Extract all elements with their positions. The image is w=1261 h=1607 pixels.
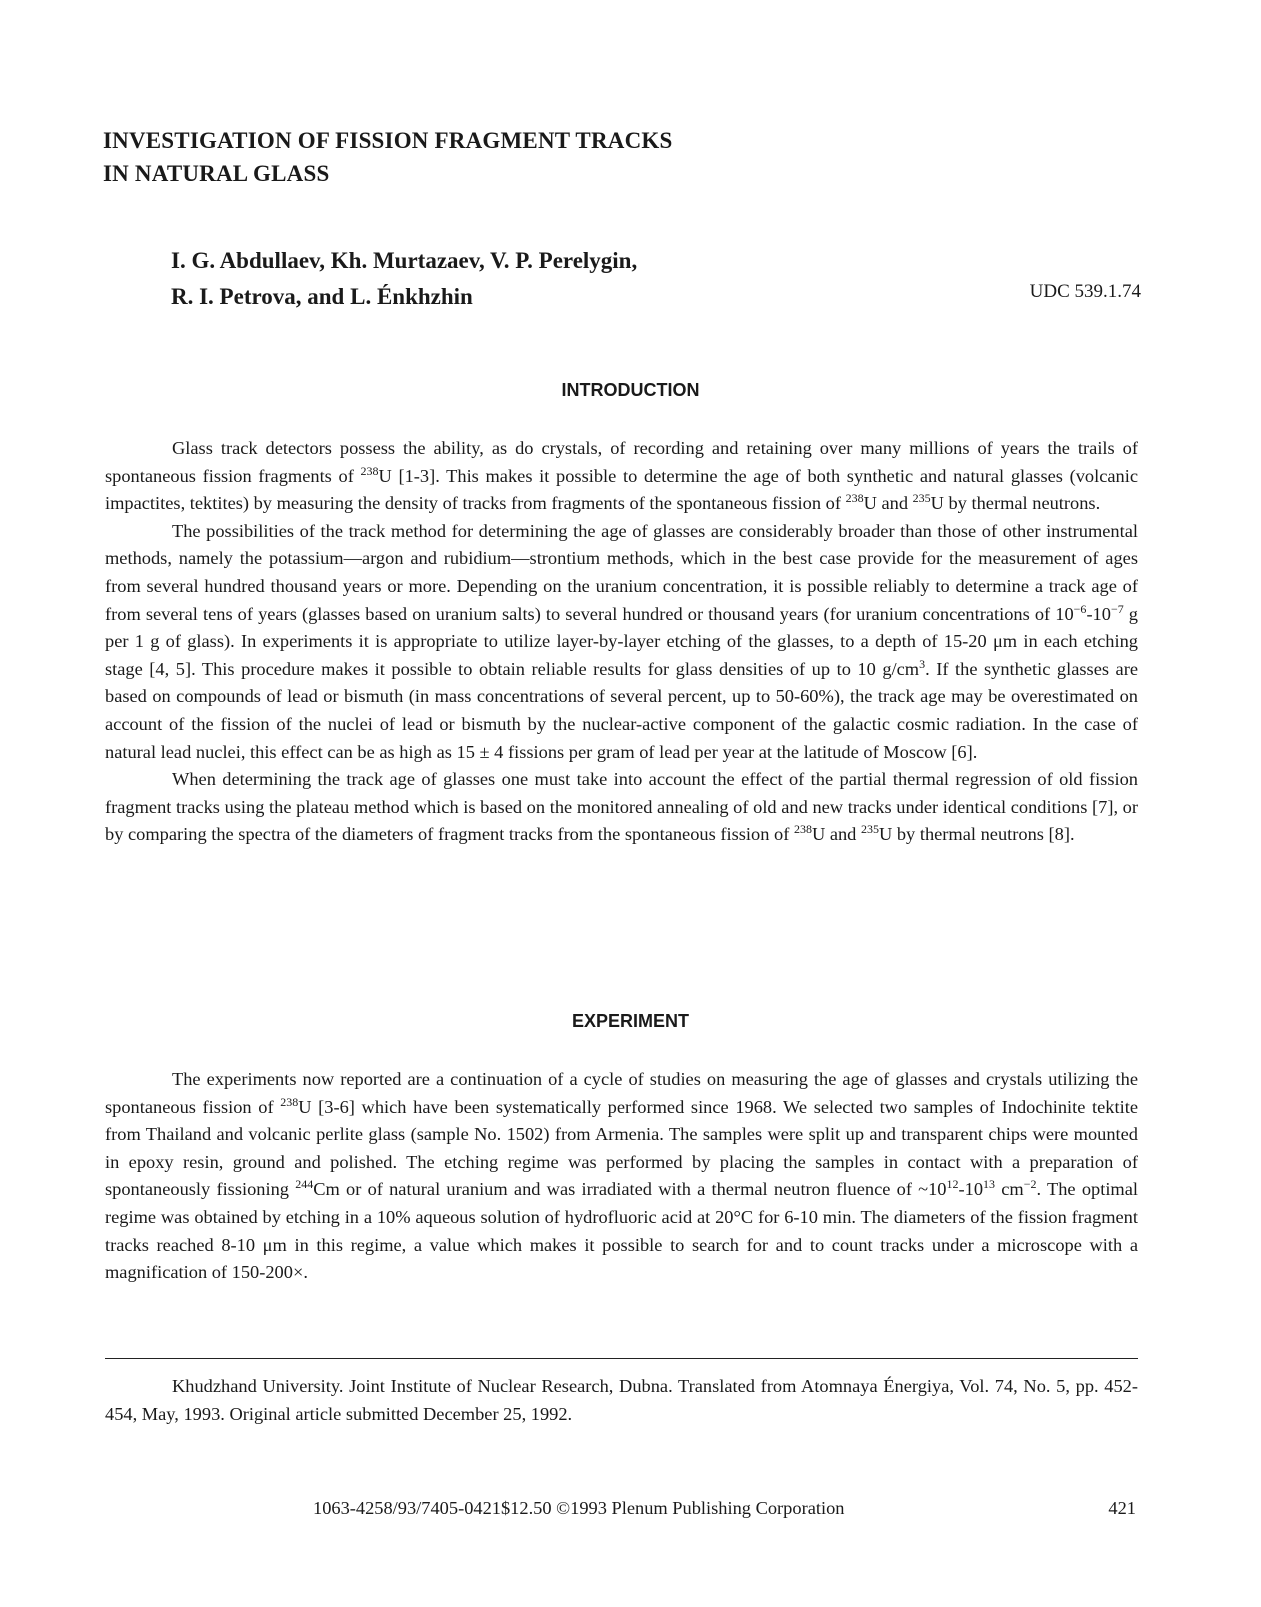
- footnote-text: Khudzhand University. Joint Institute of Nuclear Research, Dubna. Translated from Atomnaya Énergiya, Vol. 74, No. 5, pp. 452-454, May, 1993. Original article submitted December 25, 1992.: [105, 1376, 1138, 1424]
- page-number: 421: [1108, 1498, 1136, 1518]
- paragraph: [105, 766, 1138, 849]
- text-run: U [1-3]. This makes it possible to determine the age of both synthetic and natural glasses (volcanic impactites, tektites) by measuring the density of tracks from fragments of the spontaneous fission of: [105, 465, 1138, 514]
- text-run: U by thermal neutrons.: [930, 493, 1101, 514]
- introduction-heading: INTRODUCTION: [561, 380, 700, 400]
- superscript: 238: [845, 491, 864, 506]
- footnote-divider: [105, 1358, 1138, 1359]
- title-line: IN NATURAL GLASS: [103, 161, 330, 186]
- paragraph: [105, 435, 1138, 518]
- superscript: 235: [860, 822, 879, 837]
- text-run: . If the synthetic glasses are based on compounds of lead or bismuth (in mass concentrations of several percent, up to 50-60%), the track age may be overestimated on account of the fission of the nuclei of lead or bismuth by the nuclear-active component of the galactic cosmic radiation. In the case of natural lead nuclei, this effect can be as high as 15 ± 4 fissions per gram of lead per year at the latitude of Moscow [6].: [105, 658, 1139, 762]
- affiliation-footnote: [105, 1372, 1138, 1428]
- publication-code: 1063-4258/93/7405-0421$12.50 ©1993 Plenum Publishing Corporation: [313, 1498, 845, 1518]
- paragraph: [105, 518, 1138, 766]
- superscript: 244: [295, 1177, 314, 1192]
- text-run: . The optimal regime was obtained by etching in a 10% aqueous solution of hydrofluoric acid at 20°C for 6-10 min. The diameters of the fission fragment tracks reached 8-10 μm in this regime, a value which makes it possible to search for and to count tracks under a microscope with a magnification of 150-200×.: [105, 1179, 1139, 1283]
- superscript: 238: [280, 1094, 299, 1109]
- paragraph: [105, 1066, 1138, 1287]
- text-run: U [3-6] which have been systematically performed since 1968. We selected two samples of Indochinite tektite from Thailand and volcanic perlite glass (sample No. 1502) from Armenia. The samples were split up and transparent chips were mounted in epoxy resin, ground and polished. The etching regime was performed by placing the samples in contact with a preparation of spontaneously fissioning: [105, 1096, 1138, 1200]
- authors-line: I. G. Abdullaev, Kh. Murtazaev, V. P. Perelygin,: [171, 248, 638, 273]
- text-run: -10: [958, 1179, 984, 1200]
- superscript: −6: [1073, 601, 1087, 616]
- text-run: cm: [995, 1179, 1024, 1200]
- superscript: 238: [360, 463, 379, 478]
- text-run: -10: [1086, 603, 1111, 624]
- superscript: −2: [1023, 1177, 1037, 1192]
- article-title: [103, 124, 863, 190]
- text-run: Glass track detectors possess the ability, as do crystals, of recording and retaining over many millions of years the trails of spontaneous fission fragments of: [105, 438, 1138, 486]
- text-run: U and: [811, 824, 861, 845]
- text-run: When determining the track age of glasses one must take into account the effect of the partial thermal regression of old fission fragment tracks using the plateau method which is based on the monitored annealing of old and new tracks under identical conditions [7], or by comparing the spectra of the diameters of fragment tracks from the spontaneous fission of: [105, 769, 1138, 845]
- superscript: 13: [983, 1177, 996, 1192]
- experiment-body: [105, 1066, 1138, 1287]
- superscript: 3: [919, 656, 926, 671]
- udc-code: UDC 539.1.74: [1029, 281, 1141, 302]
- text-run: g per 1 g of glass). In experiments it is appropriate to utilize layer-by-layer etching of the glasses, to a depth of 15-20 μm in each etching stage [4, 5]. This procedure makes it possible to obtain reliable results for glass densities of up to 10 g/cm: [105, 603, 1139, 679]
- text-run: The possibilities of the track method for determining the age of glasses are considerably broader than those of other instrumental methods, namely the potassium—argon and rubidium—strontium methods, which in the best case provide for the measurement of ages from several hundred thousand years or more. Depending on the uranium concentration, it is possible reliably to determine a track age of from several tens of years (glasses based on uranium salts) to several hundred or thousand years (for uranium concentrations of 10: [105, 520, 1138, 624]
- text-run: The experiments now reported are a continuation of a cycle of studies on measuring the age of glasses and crystals utilizing the spontaneous fission of: [105, 1069, 1138, 1117]
- text-run: U by thermal neutrons [8].: [878, 824, 1075, 845]
- superscript: 12: [946, 1177, 959, 1192]
- text-run: Cm or of natural uranium and was irradiated with a thermal neutron fluence of ~10: [313, 1179, 947, 1200]
- authors-line: R. I. Petrova, and L. Énkhzhin: [171, 284, 473, 309]
- superscript: 238: [793, 822, 812, 837]
- experiment-heading: EXPERIMENT: [571, 1011, 690, 1031]
- introduction-body: [105, 435, 1138, 849]
- author-list: [171, 243, 931, 315]
- title-line: INVESTIGATION OF FISSION FRAGMENT TRACKS: [103, 128, 673, 153]
- superscript: 235: [912, 491, 931, 506]
- text-run: U and: [863, 493, 913, 514]
- superscript: −7: [1110, 601, 1124, 616]
